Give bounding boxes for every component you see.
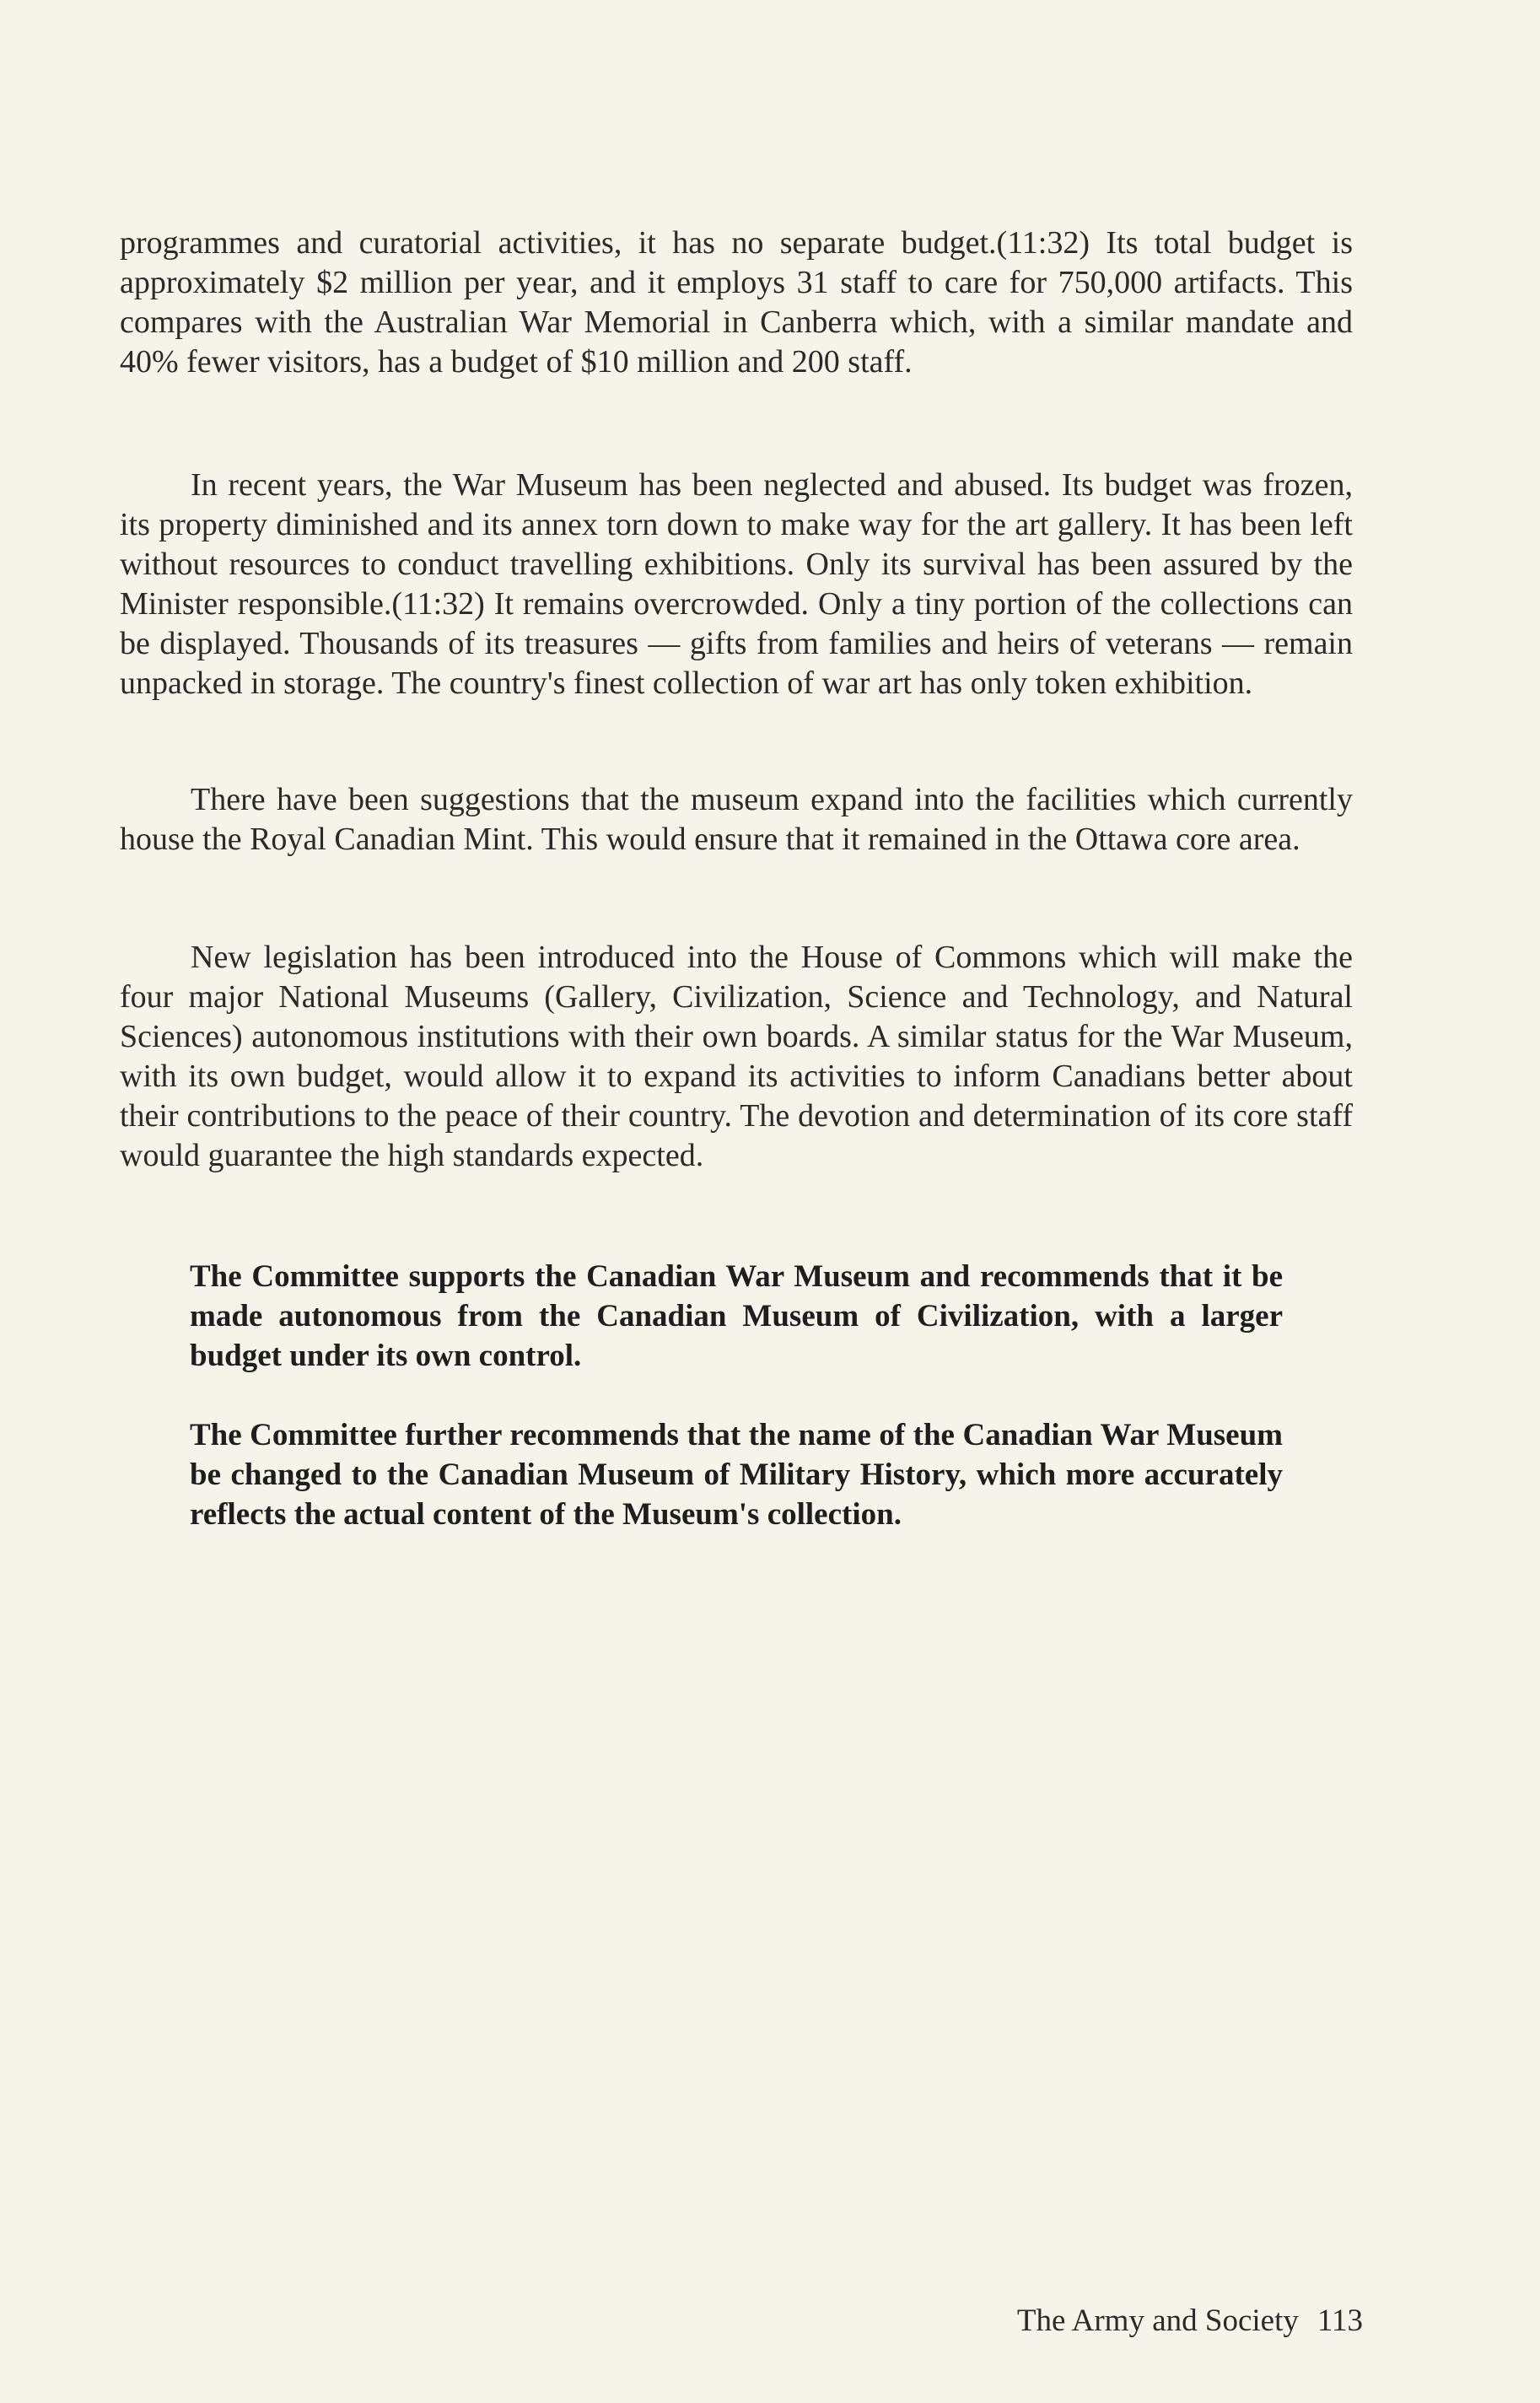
recommendation-2: The Committee further recommends that the name of the Canadian War Museum be changed to the Canadian Museum of Military History, which more accurately reflects the actual content of the Museum's collection. (190, 1418, 1283, 1532)
recommendation-1: The Committee supports the Canadian War Museum and recommends that it be made autonomous from the Canadian Museum of Civilization, with a larger budget under its own control. (190, 1259, 1283, 1373)
page-number: 113 (1317, 2303, 1363, 2338)
body-paragraph-2: In recent years, the War Museum has been neglected and abused. Its budget was frozen, its property diminished and its annex torn down to make way for the art gallery. It has been left without resources to conduct travelling exhibitions. Only its survival has been assured by the Minister responsible.(11:32) It remains overcrowded. Only a tiny portion of the collections can be displayed. Thousands of its treasures — gifts from families and heirs of veterans — remain unpacked in storage. The country's finest collection of war art has only token exhibition. (120, 467, 1353, 701)
running-title: The Army and Society (1016, 2303, 1299, 2338)
body-paragraph-1: programmes and curatorial activities, it has no separate budget.(11:32) Its total budget is approximately $2 million per year, and it employs 31 staff to care for 750,000 artifacts. This compares with the Australian War Memorial in Canberra which, with a similar mandate and 40% fewer visitors, has a budget of $10 million and 200 staff. (120, 225, 1353, 380)
body-paragraph-3: There have been suggestions that the museum expand into the facilities which currently house the Royal Canadian Mint. This would ensure that it remained in the Ottawa core area. (120, 782, 1353, 857)
body-paragraph-4: New legislation has been introduced into the House of Commons which will make the four major National Museums (Gallery, Civilization, Science and Technology, and Natural Sciences) autonomous institutions with their own boards. A similar status for the War Museum, with its own budget, would allow it to expand its activities to inform Canadians better about their contributions to the peace of their country. The devotion and determination of its core staff would guarantee the high standards expected. (120, 940, 1353, 1173)
page-footer (1017, 2301, 1363, 2341)
